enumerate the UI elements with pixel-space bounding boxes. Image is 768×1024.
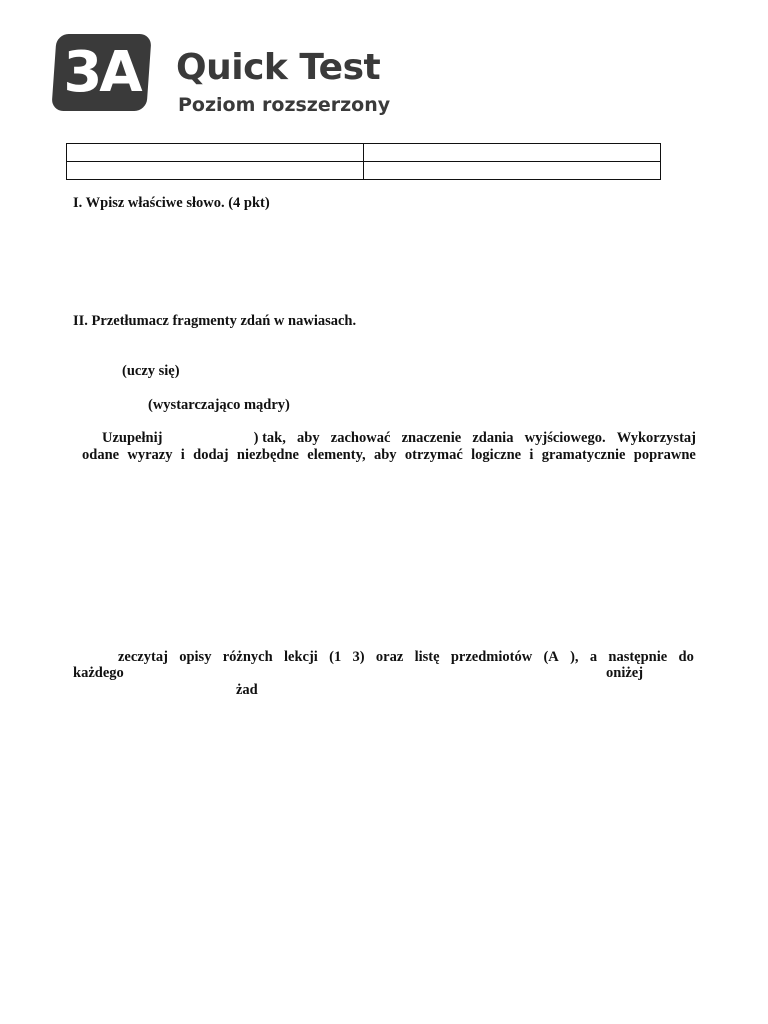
word: zdania [472,430,514,446]
word: ) tak, [253,430,286,446]
word: przedmiotów [450,649,533,665]
word: zachować [330,430,391,446]
word: i [180,447,185,463]
word: logiczne [471,447,522,463]
word: niezbędne [236,447,299,463]
section-2-heading: II. Przetłumacz fragmenty zdań w nawiasach. [73,313,357,329]
section-3-line-1 [102,430,696,447]
section-4-line-2-left: każdego [73,665,124,681]
section-2-item-2: (wystarczająco mądry) [148,397,290,413]
word: wyrazy [127,447,173,463]
word: gramatycznie [541,447,626,463]
word: otrzymać [404,447,463,463]
word: i [529,447,534,463]
word: elementy, [307,447,366,463]
section-4-line-1 [118,649,694,666]
word: wyjściowego. [524,430,606,446]
logo-badge [51,34,151,111]
section-4-line-3: żad [236,682,258,698]
table-cell [364,162,661,180]
word: aby [297,430,320,446]
section-3-line-2 [82,447,696,464]
word: zeczytaj [118,649,168,665]
logo-title: Quick Test [176,47,381,88]
word: oraz [375,649,404,665]
table-cell [364,144,661,162]
word: (1 [329,649,342,665]
table-cell [67,162,364,180]
word: 3) [352,649,365,665]
word: dodaj [193,447,229,463]
table-row [67,162,661,180]
word: Uzupełnij [102,430,163,446]
section-2-item-1: (uczy się) [122,363,180,379]
word: znaczenie [401,430,462,446]
word: lekcji [283,649,318,665]
logo-badge-text: 3A [63,40,140,105]
word: (A [543,649,559,665]
word: poprawne [633,447,696,463]
section-4-line-2-right: oniżej [606,665,644,681]
word: opisy [179,649,212,665]
section-1-heading: I. Wpisz właściwe słowo. (4 pkt) [73,195,270,211]
student-info-table [66,143,661,180]
word: a [589,649,598,665]
word: odane [82,447,120,463]
word: następnie [608,649,668,665]
word: aby [373,447,397,463]
logo-subtitle: Poziom rozszerzony [178,94,391,116]
word: różnych [222,649,273,665]
word: ), [570,649,579,665]
word: listę [414,649,440,665]
table-cell [67,144,364,162]
word: Wykorzystaj [616,430,696,446]
table-row [67,144,661,162]
word: do [678,649,694,665]
